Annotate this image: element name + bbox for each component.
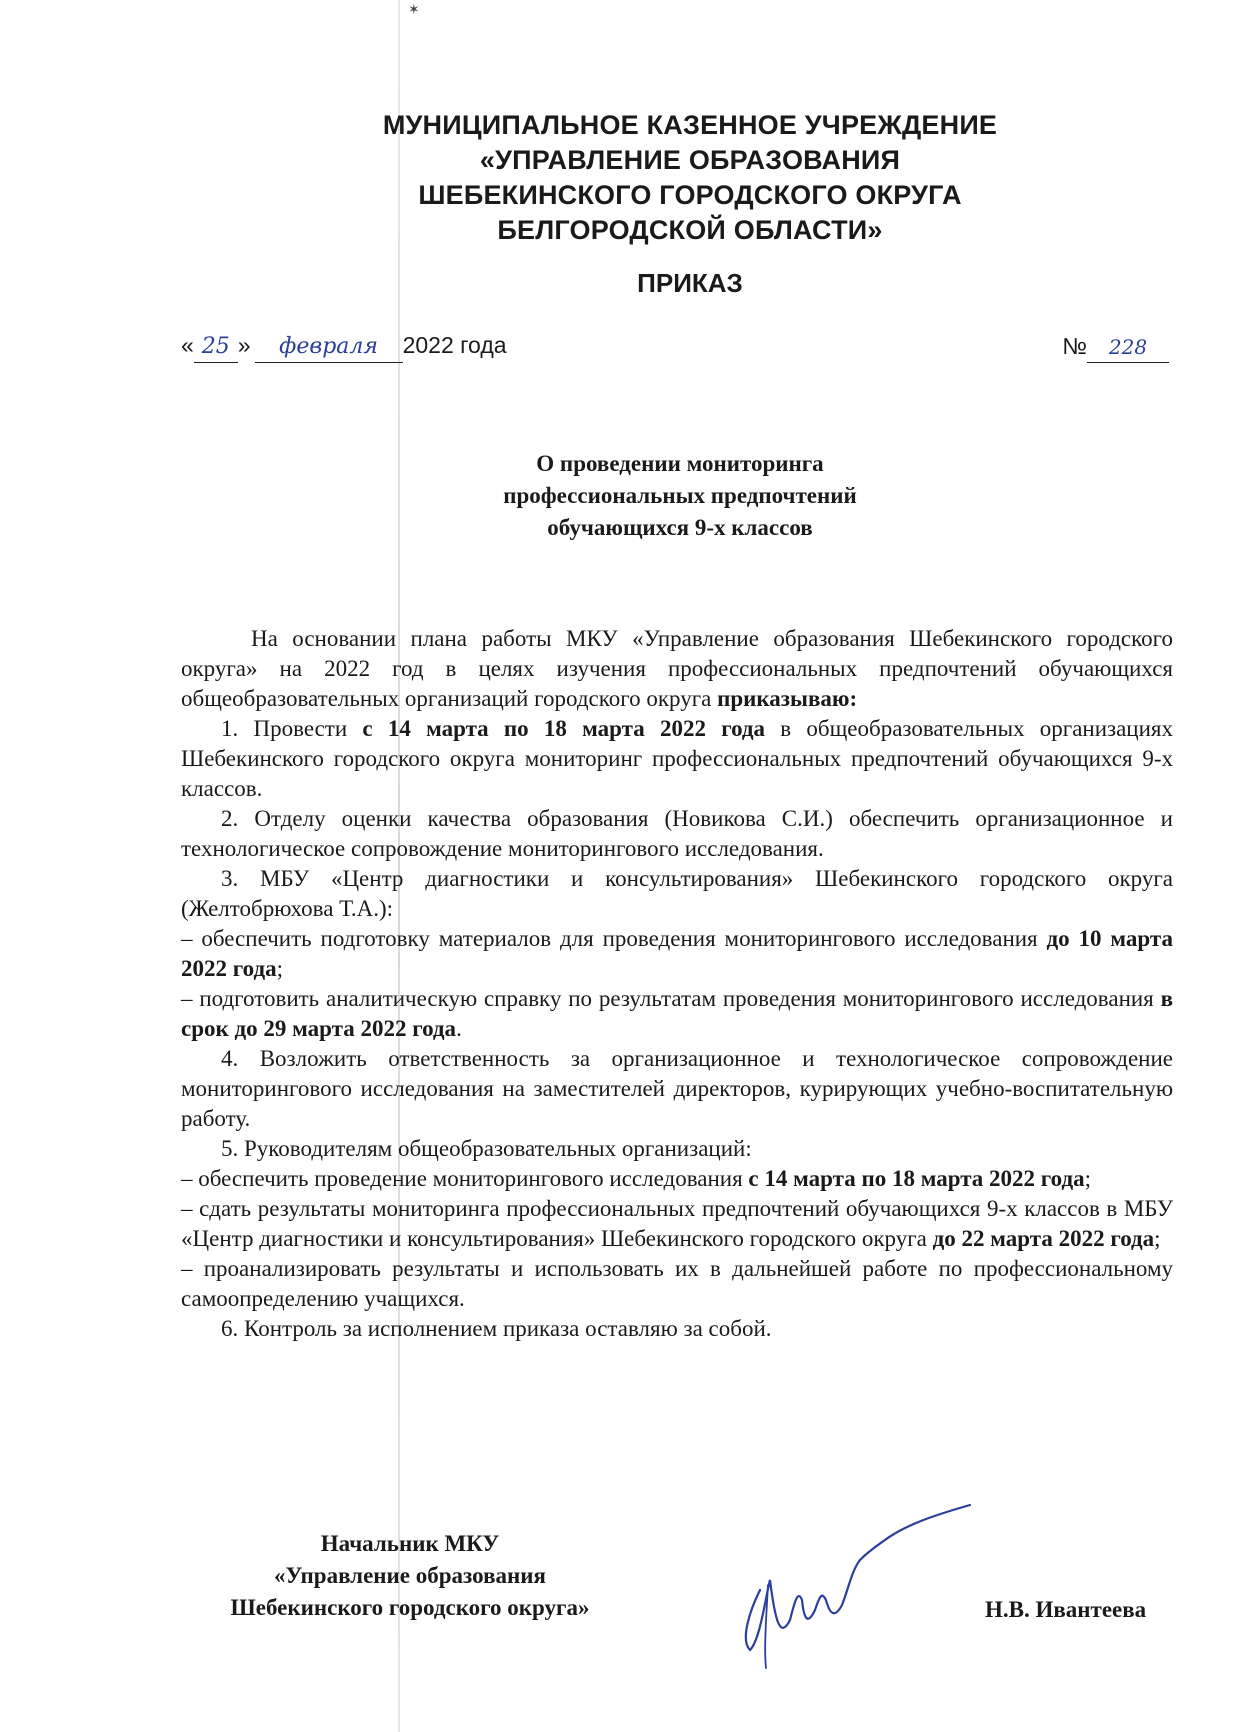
header-line-3: ШЕБЕКИНСКОГО ГОРОДСКОГО ОКРУГА [418, 180, 962, 210]
intro-text: На основании плана работы МКУ «Управление образования Шебекинского городского округа» на 2022 год в целях изучения профессиональных предпочтений обучающихся общеобразовательных организаций городского округа [181, 626, 1173, 711]
date-year: 2022 года [402, 332, 507, 358]
item-5-dash-2-date: до 22 марта 2022 года [932, 1226, 1155, 1251]
item-5-dash-2-end: ; [1154, 1226, 1161, 1251]
intro-bold: приказываю: [717, 686, 858, 711]
item-3-dash-1-end: ; [276, 956, 283, 981]
order-number [1062, 332, 1169, 363]
item-5-dash-1-dates: с 14 марта по 18 марта 2022 года [748, 1166, 1085, 1191]
signatory-title-line-3: Шебекинского городского округа» [230, 1595, 590, 1620]
item-3-dash-1-text: – обеспечить подготовку материалов для проведения мониторингового исследования [181, 926, 1047, 951]
item-5-dash-2 [181, 1194, 1173, 1254]
scan-mark: ✶ [408, 3, 420, 18]
number-handwritten: 228 [1087, 332, 1169, 363]
subject-line-2: профессиональных предпочтений [503, 483, 857, 508]
order-subject [380, 448, 980, 544]
item-5-dash-1 [181, 1164, 1173, 1194]
header-line-4: БЕЛГОРОДСКОЙ ОБЛАСТИ» [497, 215, 883, 245]
intro-paragraph [181, 624, 1173, 714]
signatory-title-line-1: Начальник МКУ [320, 1531, 500, 1556]
number-label: № [1062, 333, 1087, 359]
item-1-text-end: в общеобразовательных организациях Шебекинского городского округа мониторинг профессиональных предпочтений обучающихся 9-х классов. [181, 716, 1174, 801]
item-1-dates: с 14 марта по 18 марта 2022 года [362, 716, 766, 741]
handwritten-signature [720, 1500, 980, 1670]
order-body [181, 624, 1173, 1344]
item-4: 4. Возложить ответственность за организационное и технологическое сопровождение мониторингового исследования на заместителей директоров, курирующих учебно-воспитательную работу. [181, 1046, 1173, 1131]
item-3-dash-1-date: до 10 марта 2022 года [181, 926, 1173, 981]
date-month-handwritten: февраля [255, 332, 403, 363]
item-3-dash-2 [181, 984, 1173, 1044]
date-open-quote: « [181, 332, 194, 358]
item-3-dash-1 [181, 924, 1173, 984]
signatory-name: Н.В. Ивантеева [985, 1597, 1147, 1622]
item-3-dash-2-date: в срок до 29 марта 2022 года [181, 986, 1173, 1041]
item-3-dash-2-end: . [456, 1016, 462, 1041]
item-5-dash-1-end: ; [1084, 1166, 1092, 1191]
date-close-quote: » [237, 332, 251, 358]
item-3-dash-2-text: – подготовить аналитическую справку по результатам проведения мониторингового исследования [181, 986, 1161, 1011]
item-1 [181, 714, 1173, 804]
item-5-dash-3: – проанализировать результаты и использовать их в дальнейшей работе по профессиональному самоопределению учащихся. [181, 1256, 1173, 1311]
header-line-1: МУНИЦИПАЛЬНОЕ КАЗЕННОЕ УЧРЕЖДЕНИЕ [382, 110, 998, 140]
header-line-2: «УПРАВЛЕНИЕ ОБРАЗОВАНИЯ [479, 145, 901, 175]
subject-line-3: обучающихся 9-х классов [547, 515, 813, 540]
subject-line-1: О проведении мониторинга [536, 451, 824, 476]
item-1-text: 1. Провести [221, 716, 363, 741]
date-number-row [181, 332, 1181, 372]
item-6: 6. Контроль за исполнением приказа оставляю за собой. [221, 1316, 772, 1341]
organization-header [320, 108, 1060, 248]
signatory-title-line-2: «Управление образования [274, 1563, 546, 1588]
order-title: ПРИКАЗ [637, 268, 743, 298]
item-5-dash-2-text: – сдать результаты мониторинга профессиональных предпочтений обучающихся 9-х классов в МБУ «Центр диагностики и консультирования» Шебекинского городского округа [181, 1196, 1173, 1251]
date-day-handwritten: 25 [194, 332, 238, 363]
item-5-dash-1-text: – обеспечить проведение мониторингового исследования [181, 1166, 749, 1191]
item-2: 2. Отделу оценки качества образования (Новикова С.И.) обеспечить организационное и технологическое сопровождение мониторингового исследования. [181, 806, 1173, 861]
item-5: 5. Руководителям общеобразовательных организаций: [221, 1136, 752, 1161]
signatory-title [180, 1528, 640, 1624]
item-3: 3. МБУ «Центр диагностики и консультирования» Шебекинского городского округа (Желтобрюхова Т.А.): [181, 866, 1173, 921]
